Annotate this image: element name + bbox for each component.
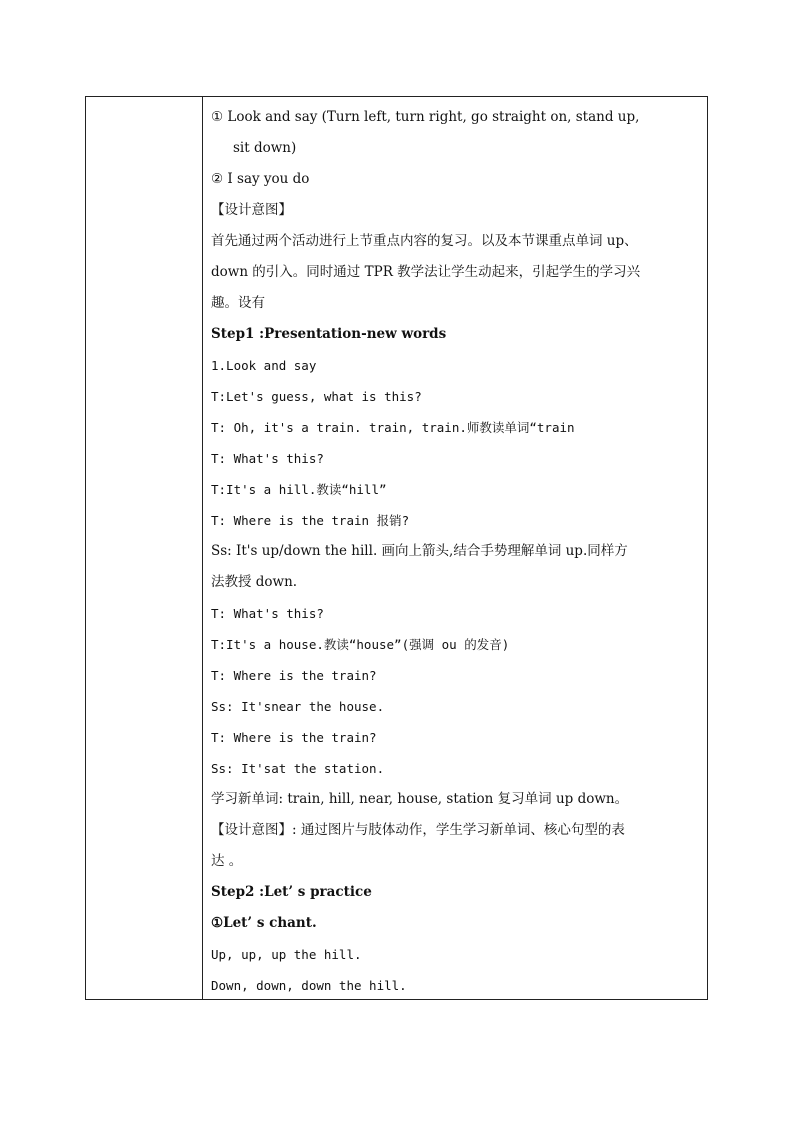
dialogue-line-cont: 法教授 down.	[211, 574, 298, 590]
dialogue-line: Ss: It's up/down the hill. 画向上箭头,结合手势理解单词 up.同样方	[211, 543, 628, 559]
dialogue-line: T:It's a hill.教读“hill”	[211, 482, 387, 497]
activity-i-say-you-do: ② I say you do	[211, 171, 310, 187]
dialogue-line: T:It's a house.教读“house”(强调 ou 的发音)	[211, 637, 510, 652]
design-intent-2-text-1: 【设计意图】: 通过图片与肢体动作，学生学习新单词、核心句型的表	[211, 822, 625, 838]
dialogue-line: T: What's this?	[211, 606, 324, 621]
dialogue-line: Ss: It'sat the station.	[211, 761, 385, 776]
design-intent-heading: 【设计意图】	[211, 202, 292, 218]
dialogue-line: Ss: It'snear the house.	[211, 699, 385, 714]
lets-chant-label: ①Let’ s chant.	[211, 915, 317, 931]
dialogue-line: T:Let's guess, what is this?	[211, 389, 422, 404]
design-intent-text-1: 首先通过两个活动进行上节重点内容的复习。以及本节课重点单词 up、	[211, 233, 638, 249]
dialogue-line: T: Where is the train?	[211, 730, 377, 745]
lesson-content-cell	[204, 97, 707, 999]
step1-heading: Step1 :Presentation-new words	[211, 326, 447, 342]
chant-line: Down, down, down the hill.	[211, 978, 407, 993]
look-and-say-label: 1.Look and say	[211, 358, 317, 373]
design-intent-text-2: down 的引入。同时通过 TPR 教学法让学生动起来，引起学生的学习兴	[211, 264, 641, 280]
new-words-line: 学习新单词: train, hill, near, house, station 复习单词 up down。	[211, 791, 629, 807]
dialogue-line: T: What's this?	[211, 451, 324, 466]
chant-line: Up, up, up the hill.	[211, 947, 362, 962]
dialogue-line: T: Where is the train?	[211, 668, 377, 683]
activity-look-and-say-cont: sit down)	[233, 140, 297, 156]
design-intent-text-3: 趣。设有	[211, 295, 265, 311]
activity-look-and-say: ① Look and say (Turn left, turn right, go straight on, stand up,	[211, 109, 640, 125]
dialogue-line: T: Where is the train 报销?	[211, 513, 410, 528]
step2-heading: Step2 :Let’ s practice	[211, 884, 372, 900]
design-intent-2-text-2: 达 。	[211, 853, 243, 869]
left-column-cell	[86, 97, 203, 999]
lesson-table	[85, 96, 708, 1000]
dialogue-line: T: Oh, it's a train. train, train.师教读单词“train	[211, 420, 575, 435]
